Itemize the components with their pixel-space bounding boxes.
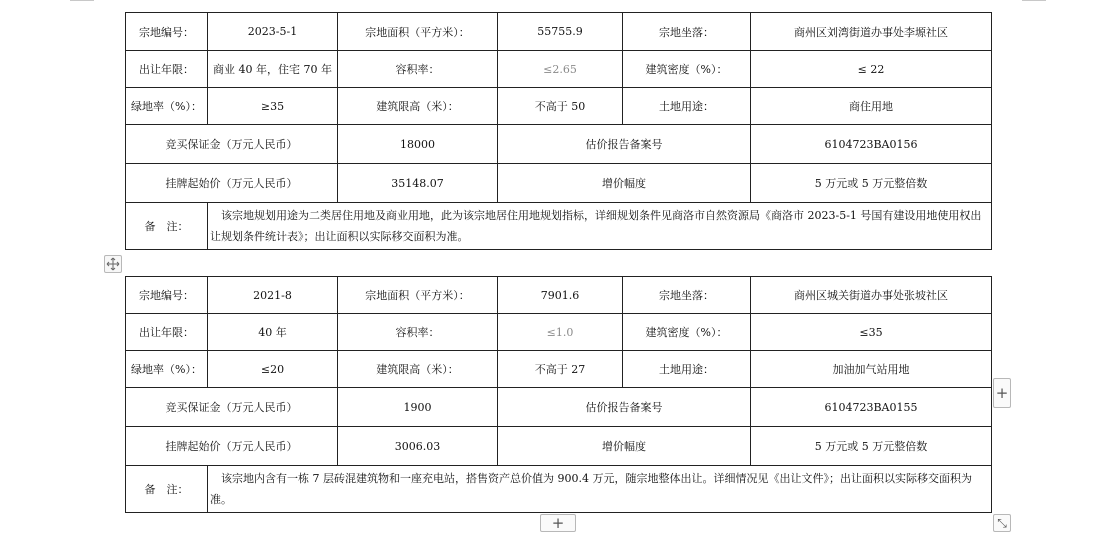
parcel-increment-label: 增价幅度	[498, 427, 751, 466]
parcel-start-price: 35148.07	[338, 164, 498, 203]
parcel-increment: 5 万元或 5 万元整倍数	[751, 427, 992, 466]
parcel-location: 商州区刘湾街道办事处李塬社区	[751, 13, 992, 51]
parcel-increment-label: 增价幅度	[498, 164, 751, 203]
parcel-table-2	[125, 276, 992, 513]
parcel-area-label: 宗地面积（平方米）：	[338, 13, 498, 51]
parcel-code-label: 宗地编号：	[126, 13, 208, 51]
parcel-far: ≤1.0	[498, 314, 623, 351]
parcel-increment: 5 万元或 5 万元整倍数	[751, 164, 992, 203]
parcel-green-label: 绿地率（%）：	[126, 351, 208, 388]
parcel-use-label: 土地用途：	[623, 351, 751, 388]
parcel-green: ≤20	[208, 351, 338, 388]
parcel-deposit: 18000	[338, 125, 498, 164]
plus-icon: +	[551, 514, 565, 532]
parcel-code: 2021-8	[208, 277, 338, 314]
parcel-note: 该宗地内含有一栋 7 层砖混建筑物和一座充电站，搭售资产总价值为 900.4 万元，随宗地整体出让。详细情况见《出让文件》；出让面积以实际移交面积为准。	[210, 472, 972, 506]
table-row	[126, 427, 992, 466]
add-row-button[interactable]	[540, 514, 576, 532]
parcel-use: 商住用地	[751, 88, 992, 125]
parcel-height-label: 建筑限高（米）：	[338, 351, 498, 388]
table-row	[126, 164, 992, 203]
parcel-start-price: 3006.03	[338, 427, 498, 466]
add-column-button[interactable]	[993, 378, 1011, 408]
parcel-note: 该宗地规划用途为二类居住用地及商业用地，此为该宗地居住用地规划指标，详细规划条件见商洛市自然资源局《商洛市 2023-5-1 号国有建设用地使用权出让规划条件统计表》；出让面积以实际移交面积为准。	[210, 209, 982, 243]
parcel-note-cell	[208, 466, 992, 513]
parcel-height: 不高于 27	[498, 351, 623, 388]
resize-arrow-icon: ⤡	[997, 515, 1007, 530]
parcel-code: 2023-5-1	[208, 13, 338, 51]
parcel-height-label: 建筑限高（米）：	[338, 88, 498, 125]
parcel-deposit-label: 竞买保证金（万元人民币）	[126, 388, 338, 427]
table-row	[126, 125, 992, 164]
table-row	[126, 388, 992, 427]
parcel-use: 加油加气站用地	[751, 351, 992, 388]
parcel-location-label: 宗地坐落：	[623, 277, 751, 314]
parcel-note-cell	[208, 203, 992, 250]
parcel-location-label: 宗地坐落：	[623, 13, 751, 51]
parcel-term-label: 出让年限：	[126, 314, 208, 351]
resize-icon[interactable]	[993, 514, 1011, 532]
parcel-far-label: 容积率：	[338, 314, 498, 351]
parcel-note-label: 备 注：	[126, 203, 208, 250]
parcel-deposit-label: 竞买保证金（万元人民币）	[126, 125, 338, 164]
move-arrows-icon	[106, 257, 120, 271]
table-row	[126, 51, 992, 88]
parcel-green-label: 绿地率（%）：	[126, 88, 208, 125]
parcel-note-label: 备 注：	[126, 466, 208, 513]
parcel-use-label: 土地用途：	[623, 88, 751, 125]
table-row	[126, 314, 992, 351]
parcel-term-label: 出让年限：	[126, 51, 208, 88]
parcel-far: ≤2.65	[498, 51, 623, 88]
table-row	[126, 13, 992, 51]
parcel-code-label: 宗地编号：	[126, 277, 208, 314]
parcel-deposit: 1900	[338, 388, 498, 427]
parcel-start-price-label: 挂牌起始价（万元人民币）	[126, 427, 338, 466]
parcel-area: 55755.9	[498, 13, 623, 51]
parcel-height: 不高于 50	[498, 88, 623, 125]
parcel-density: ≤35	[751, 314, 992, 351]
table-row	[126, 88, 992, 125]
parcel-table-1	[125, 12, 992, 250]
parcel-area: 7901.6	[498, 277, 623, 314]
page-corner-right	[1022, 0, 1046, 1]
parcel-far-label: 容积率：	[338, 51, 498, 88]
parcel-density: ≤ 22	[751, 51, 992, 88]
parcel-term: 40 年	[208, 314, 338, 351]
parcel-appraisal-label: 估价报告备案号	[498, 388, 751, 427]
parcel-density-label: 建筑密度（%）：	[623, 51, 751, 88]
parcel-appraisal-label: 估价报告备案号	[498, 125, 751, 164]
table-row	[126, 466, 992, 513]
table-row	[126, 351, 992, 388]
move-icon[interactable]	[104, 255, 122, 273]
parcel-area-label: 宗地面积（平方米）：	[338, 277, 498, 314]
parcel-term: 商业 40 年，住宅 70 年	[208, 51, 338, 88]
parcel-density-label: 建筑密度（%）：	[623, 314, 751, 351]
page-corner-left	[70, 0, 94, 1]
table-row	[126, 277, 992, 314]
parcel-appraisal: 6104723BA0155	[751, 388, 992, 427]
plus-icon: +	[995, 384, 1009, 402]
parcel-appraisal: 6104723BA0156	[751, 125, 992, 164]
parcel-start-price-label: 挂牌起始价（万元人民币）	[126, 164, 338, 203]
parcel-location: 商州区城关街道办事处张坡社区	[751, 277, 992, 314]
parcel-green: ≥35	[208, 88, 338, 125]
table-row	[126, 203, 992, 250]
